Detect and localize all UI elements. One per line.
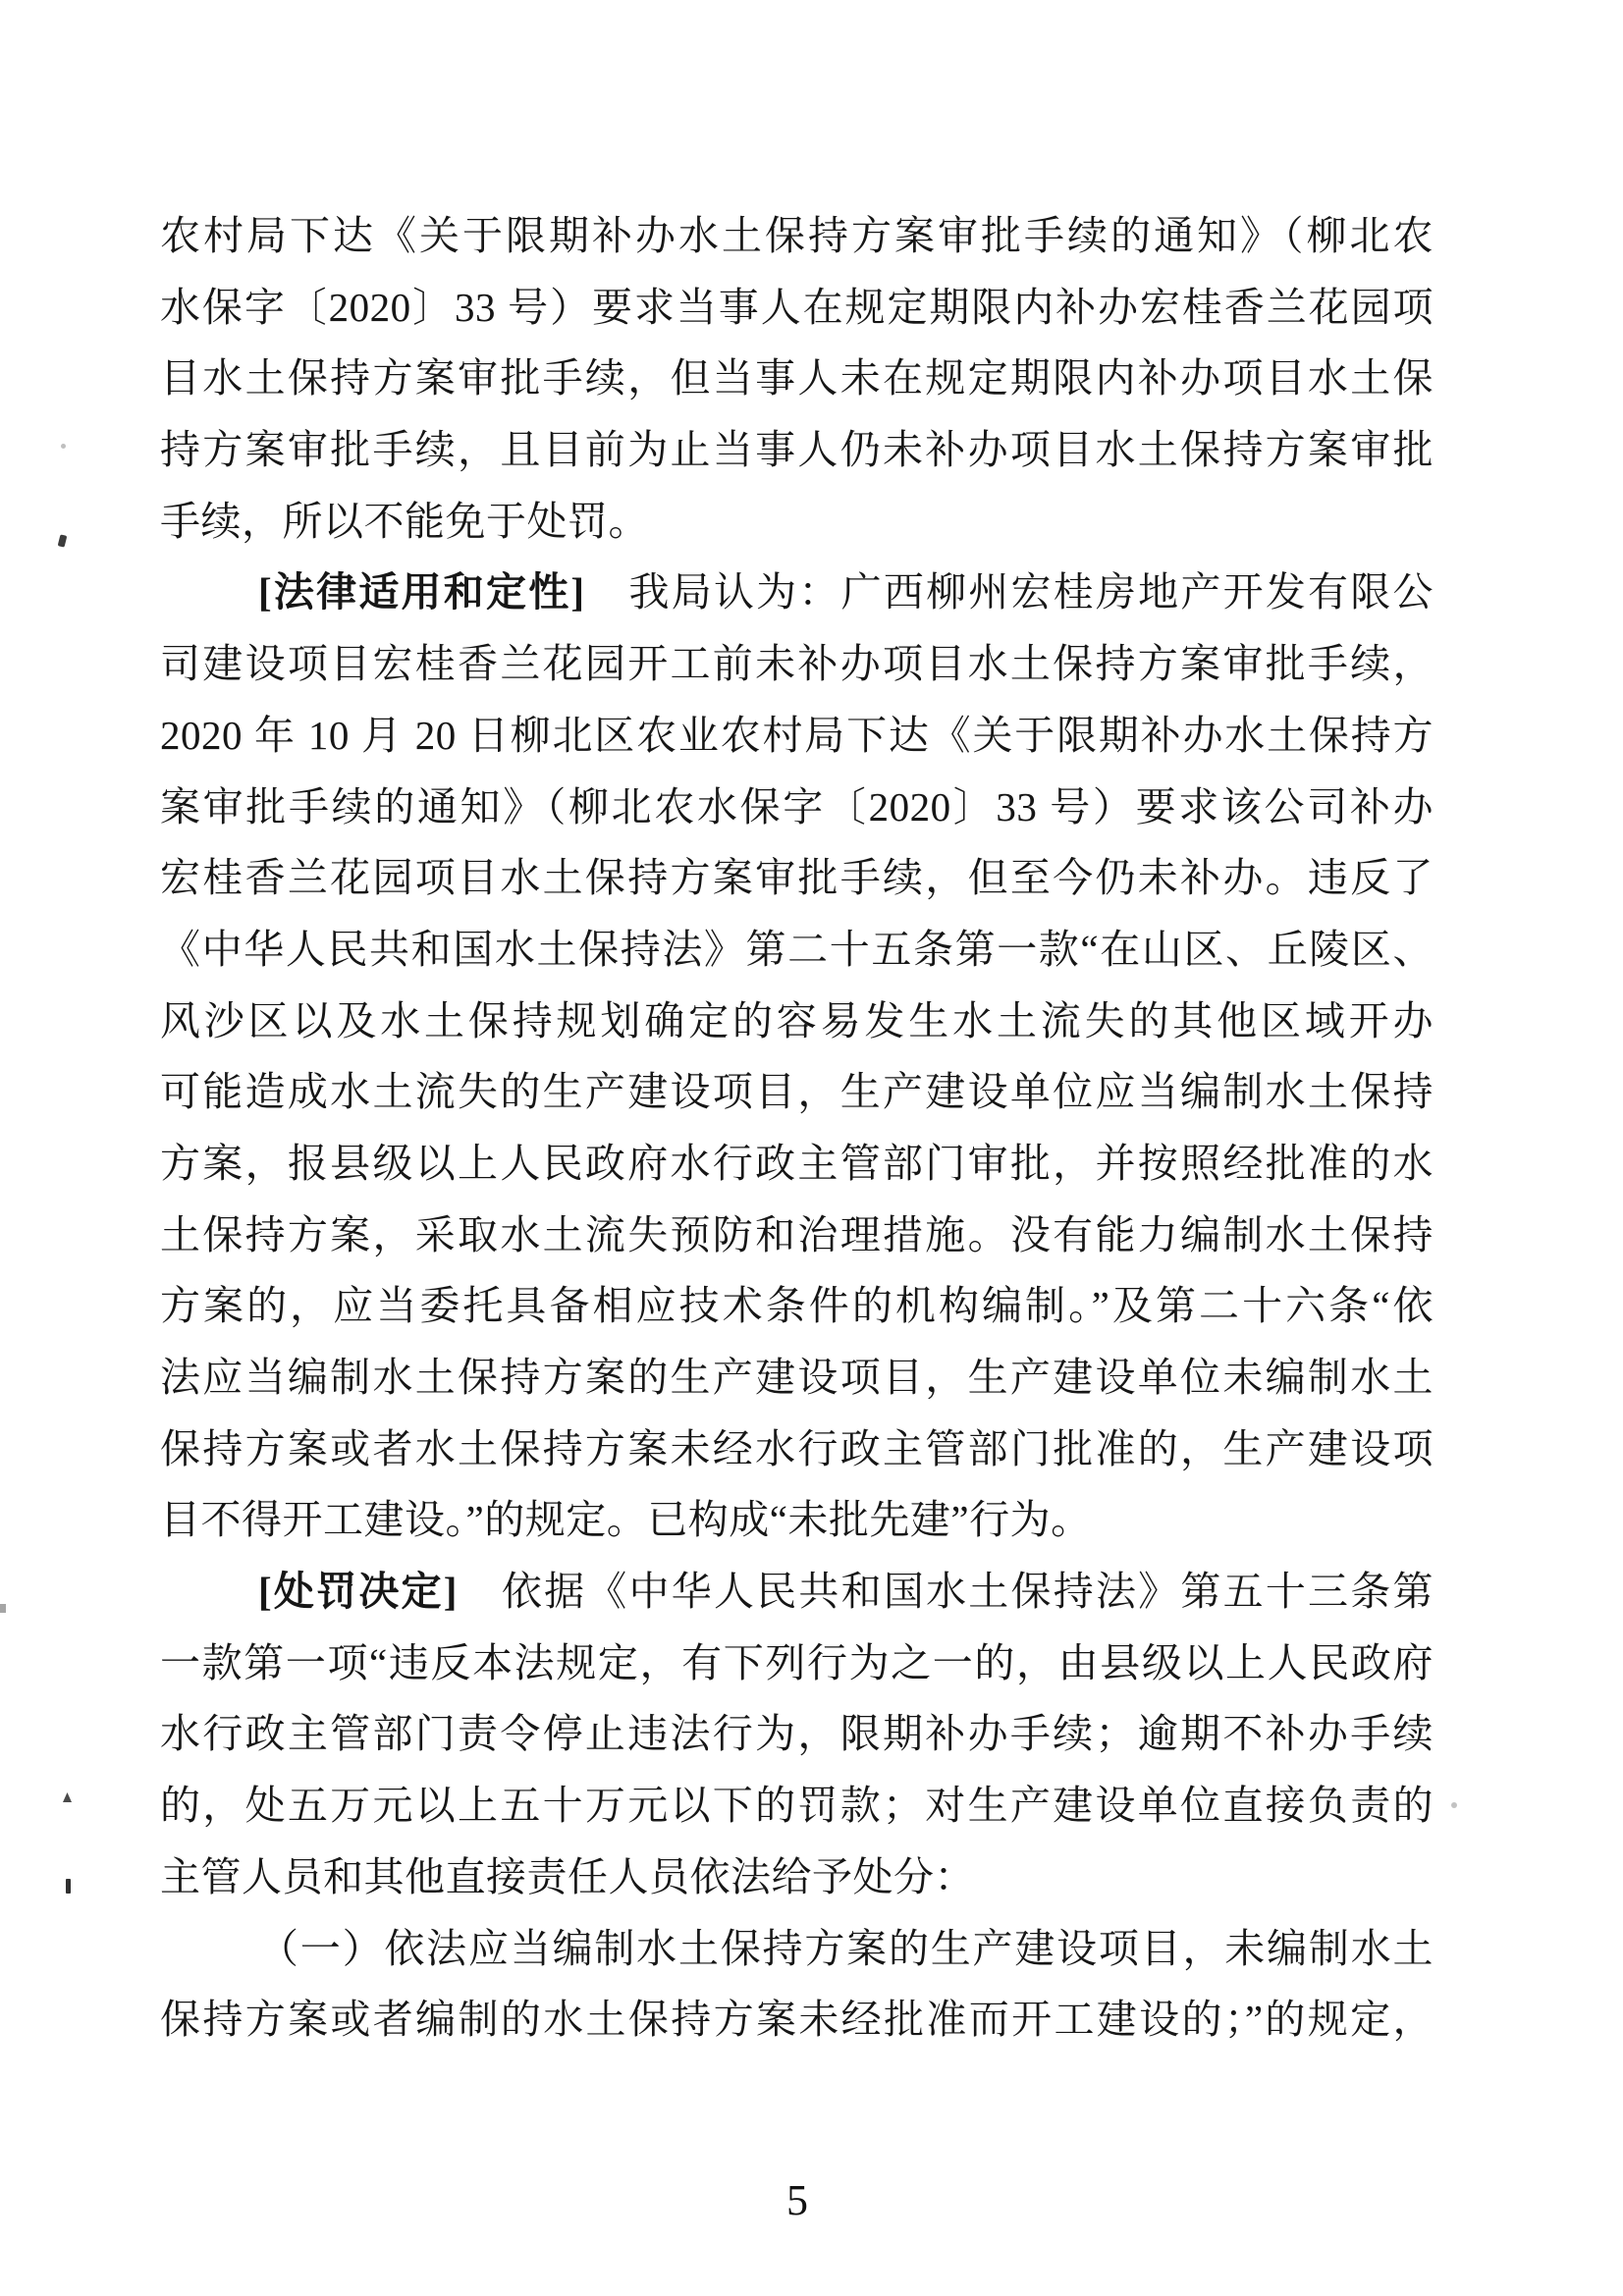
text-run: 2020 年 10 月 20 日柳北区农业农村局下达《关于限期补办水土保持方: [160, 712, 1434, 758]
text-run: 目水土保持方案审批手续，但当事人未在规定期限内补办项目水土保: [160, 355, 1434, 401]
text-run: 土保持方案，采取水土流失预防和治理措施。没有能力编制水土保持: [160, 1211, 1434, 1257]
text-line: [160, 557, 1434, 628]
text-line: [160, 1698, 1434, 1770]
text-line: [160, 414, 1434, 486]
text-line: [160, 1484, 1434, 1556]
text-run: 水保字〔2020〕33 号）要求当事人在规定期限内补办宏桂香兰花园项: [160, 284, 1434, 330]
section-heading: [法律适用和定性]: [258, 569, 585, 615]
text-run: 目不得开工建设。”的规定。已构成“未批先建”行为。: [160, 1497, 1092, 1543]
text-run: 持方案审批手续，且目前为止当事人仍未补办项目水土保持方案审批: [160, 427, 1434, 473]
scan-artifact: [61, 444, 66, 449]
text-line: [160, 1556, 1434, 1628]
text-line: [160, 1628, 1434, 1699]
text-line: [160, 772, 1434, 843]
text-run: 我局认为：广西柳州宏桂房地产开发有限公: [584, 569, 1434, 615]
text-line: [160, 343, 1434, 414]
text-line: [160, 1984, 1434, 2056]
text-run: 风沙区以及水土保持规划确定的容易发生水土流失的其他区域开办: [160, 997, 1434, 1043]
text-run: 司建设项目宏桂香兰花园开工前未补办项目水土保持方案审批手续，: [160, 641, 1434, 687]
section-heading: [处罚决定]: [258, 1569, 458, 1615]
document-body: [160, 200, 1434, 2056]
scan-artifact: [63, 1792, 72, 1802]
text-run: 手续，所以不能免于处罚。: [160, 498, 649, 544]
text-line: [160, 1913, 1434, 1985]
text-run: 方案，报县级以上人民政府水行政主管部门审批，并按照经批准的水: [160, 1140, 1434, 1186]
text-run: 水行政主管部门责令停止违法行为，限期补办手续；逾期不补办手续: [160, 1711, 1434, 1757]
text-run: 宏桂香兰花园项目水土保持方案审批手续，但至今仍未补办。违反了: [160, 855, 1434, 901]
text-line: [160, 1770, 1434, 1842]
text-run: 方案的，应当委托具备相应技术条件的机构编制。”及第二十六条“依: [160, 1283, 1434, 1329]
page-number: 5: [786, 2176, 808, 2224]
text-line: [160, 1200, 1434, 1271]
text-line: [160, 1056, 1434, 1128]
text-line: [160, 1842, 1434, 1913]
text-line: [160, 200, 1434, 272]
text-run: 依据《中华人民共和国水土保持法》第五十三条第: [457, 1569, 1434, 1615]
text-line: [160, 1414, 1434, 1485]
text-line: [160, 986, 1434, 1057]
text-run: 保持方案或者水土保持方案未经水行政主管部门批准的，生产建设项: [160, 1425, 1434, 1471]
text-run: 可能造成水土流失的生产建设项目，生产建设单位应当编制水土保持: [160, 1069, 1434, 1115]
text-line: [160, 1270, 1434, 1342]
text-line: [160, 1342, 1434, 1414]
text-run: 主管人员和其他直接责任人员依法给予处分：: [160, 1853, 975, 1899]
text-line: [160, 486, 1434, 558]
scan-artifact: [58, 534, 68, 547]
text-line: [160, 700, 1434, 772]
text-line: [160, 1128, 1434, 1200]
text-run: 法应当编制水土保持方案的生产建设项目，生产建设单位未编制水土: [160, 1355, 1434, 1400]
text-run: 《中华人民共和国水土保持法》第二十五条第一款“在山区、丘陵区、: [160, 926, 1434, 972]
scan-artifact: [1451, 1802, 1457, 1808]
text-line: [160, 628, 1434, 700]
scan-artifact: [0, 1604, 6, 1613]
text-run: （一）依法应当编制水土保持方案的生产建设项目，未编制水土: [258, 1925, 1434, 1971]
text-run: 的，处五万元以上五十万元以下的罚款；对生产建设单位直接负责的: [160, 1783, 1434, 1829]
text-line: [160, 842, 1434, 914]
text-run: 一款第一项“违反本法规定，有下列行为之一的，由县级以上人民政府: [160, 1639, 1434, 1685]
text-line: [160, 272, 1434, 344]
scan-artifact: [66, 1879, 71, 1894]
text-run: 农村局下达《关于限期补办水土保持方案审批手续的通知》（柳北农: [160, 213, 1434, 258]
text-run: 保持方案或者编制的水土保持方案未经批准而开工建设的；”的规定，: [160, 1997, 1434, 2043]
text-run: 案审批手续的通知》（柳北农水保字〔2020〕33 号）要求该公司补办: [160, 783, 1434, 829]
text-line: [160, 914, 1434, 986]
